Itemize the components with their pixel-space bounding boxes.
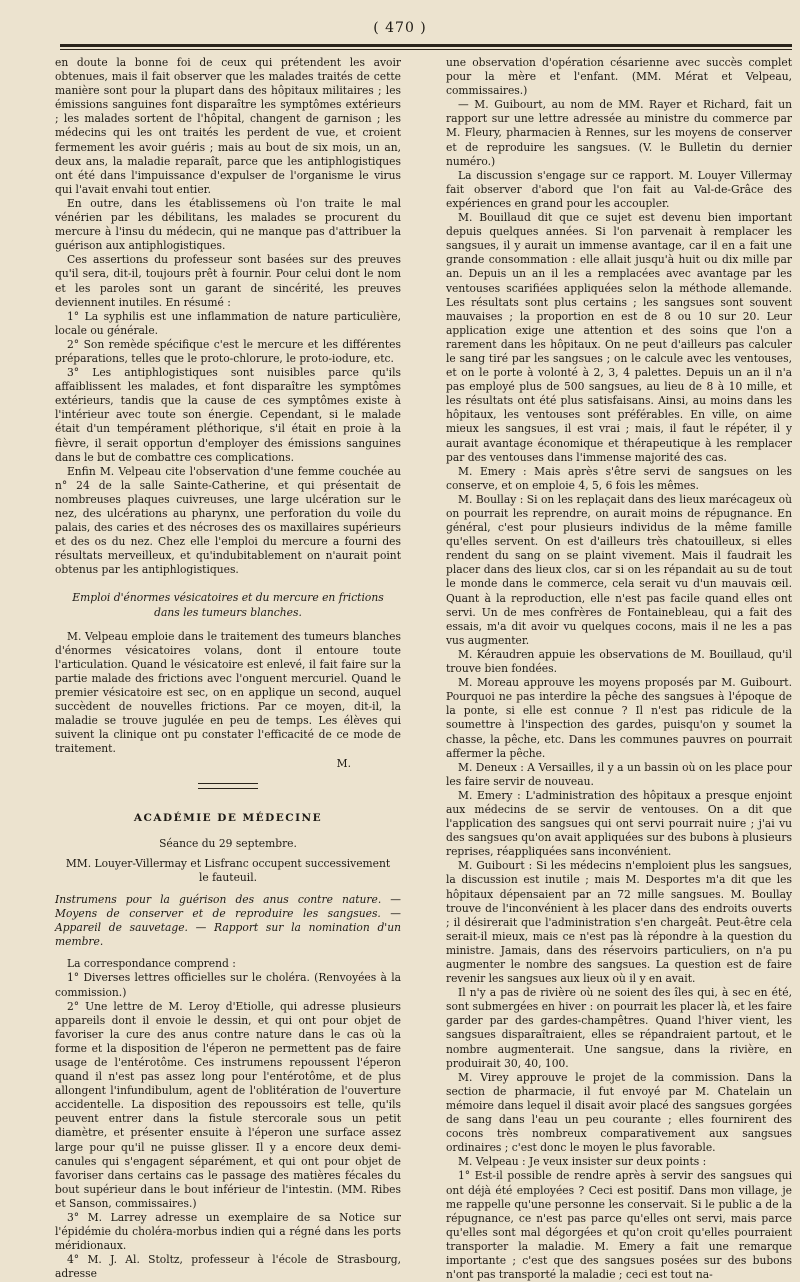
session-topics: Instrumens pour la guérison des anus contre nature. — Moyens de conserver et de reproduire les sangsues. — Appareil de sauvetage. — Rapport sur la nomination d'un membre. <box>55 892 401 949</box>
section-divider <box>198 783 258 789</box>
paragraph: Il n'y a pas de rivière où ne soient des îles qui, à sec en été, sont submergées en hiver : on pourrait les placer là, et les faire garder par des gardes-champêtres. Quand l'hiver vient, les sangsues disparaîtraient, elles se répandraient partout, et le nombre augmenterait. Une sangsue, dans la rivière, en produirait 30, 40, 100. <box>446 986 792 1070</box>
paragraph: M. Virey approuve le projet de la commission. Dans la section de pharmacie, il fut envoyé par M. Chatelain un mémoire dans lequel il disait avoir placé des sangsues gorgées de sang dans l'eau un peu courante ; elles fournirent des cocons très nombreux comparativement aux sangsues ordinaires ; c'est donc le moyen le plus favorable. <box>446 1070 792 1155</box>
paragraph: M. Velpeau : Je veux insister sur deux points : <box>458 1155 707 1169</box>
list-item: 1° La syphilis est une inflammation de nature particulière, locale ou générale. <box>55 309 401 337</box>
page-number: ( 470 ) <box>373 20 427 36</box>
paragraph: M. Guibourt : Si les médecins n'emploient plus les sangsues, la discussion est inutile ; mais M. Desportes m'a dit que les hôpitaux dépensaient par an 72 mille sangsues. M. Boullay trouve de l'inconvénient à les placer dans des endroits ouverts ; il désirerait que l'administration s'en chargeât. Peut-être cela serait-il mieux, mais ce n'est pas là répondre à la question du ministre. Jamais, dans des réservoirs particuliers, on n'a pu augmenter le nombre des sangsues. La question est de faire revenir les sangsues aux lieux où il y en avait. <box>446 859 792 986</box>
paragraph: M. Emery : Mais après s'être servi de sangsues on les conserve, et on emploie 4, 5, 6 fois les mêmes. <box>446 464 792 492</box>
list-item: 4° M. J. Al. Stoltz, professeur à l'école de Strasbourg, adresse <box>55 1253 401 1281</box>
paragraph: La correspondance comprend : <box>67 957 236 971</box>
section-heading: ACADÉMIE DE MÉDECINE <box>133 811 323 824</box>
paragraph: Enfin M. Velpeau cite l'observation d'une femme couchée au n° 24 de la salle Sainte-Catherine, et qui présentait de nombreuses plaques cuivreuses, une large ulcération sur le nez, des ulcérations au pharynx, une perforation du voile du palais, des caries et des nécroses des os maxillaires supérieurs et des os du nez. Chez elle l'emploi du mercure a fourni des résultats merveilleux, et qu'indubitablement on n'aurait point obtenus par les antiphlogistiques. <box>55 464 401 577</box>
paragraph: M. Emery : L'administration des hôpitaux a presque enjoint aux médecins de se servir de ventouses. On a dit que l'application des sangsues qui ont servi pourrait nuire ; j'ai vu des sangsues qu'on avait appliquées sur des bubons à plusieurs reprises, réappliquées sans inconvénient. <box>446 788 792 859</box>
paragraph: M. Moreau approuve les moyens proposés par M. Guibourt. Pourquoi ne pas interdire la pêche des sangsues à l'époque de la ponte, si elle est connue ? Il n'est pas ridicule de la soumettre à l'inspection des gardes, puisqu'on y soumet la chasse, la pêche, etc. Dans les communes pauvres on pourrait affermer la pêche. <box>446 676 792 760</box>
list-item: 1° Diverses lettres officielles sur le choléra. (Renvoyées à la commission.) <box>55 971 401 999</box>
left-column <box>55 56 401 1281</box>
paragraph: M. Velpeau emploie dans le traitement des tumeurs blanches d'énormes vésicatoires volans, dont il entoure toute l'articulation. Quand le vésicatoire est enlevé, il fait faire sur la partie malade des frictions avec l'onguent mercuriel. Quand le premier vésicatoire est sec, on en applique un second, auquel succèdent de nouvelles frictions. Par ce moyen, dit-il, la maladie se trouve jugulée en peu de temps. Les élèves qui suivent la clinique ont pu constater l'efficacité de ce mode de traitement. <box>55 629 401 756</box>
paragraph: La discussion s'engage sur ce rapport. M. Louyer Villermay fait observer d'abord que l'on fait au Val-de-Grâce des expériences en grand pour les accoupler. <box>446 168 792 210</box>
paragraph: M. Deneux : A Versailles, il y a un bassin où on les place pour les faire servir de nouveau. <box>446 760 792 788</box>
right-column <box>446 56 792 1282</box>
section-subtitle: Emploi d'énormes vésicatoires et du mercure en frictions dans les tumeurs blanches. <box>72 591 384 619</box>
session-date: Séance du 29 septembre. <box>159 836 297 850</box>
list-item: 3° M. Larrey adresse un exemplaire de sa Notice sur l'épidémie du choléra-morbus indien qui a régné dans les ports méridionaux. <box>55 1211 401 1253</box>
presidency-line: MM. Louyer-Villermay et Lisfranc occupent successivement le fauteuil. <box>65 856 391 884</box>
list-item: 3° Les antiphlogistiques sont nuisibles parce qu'ils affaiblissent les malades, et font disparaître les symptômes extérieurs, tandis que la cause de ces symptômes existe à l'intérieur avec toute son énergie. Cependant, si le malade était d'un tempérament pléthorique, s'il était en proie à la fièvre, il serait opportun d'employer des émissions sanguines dans le but de combattre ces complications. <box>55 366 401 464</box>
paragraph: M. Boullay : Si on les replaçait dans des lieux marécageux où on pourrait les reprendre, on aurait moins de répugnance. En général, c'est pour plusieurs individus de la même famille qu'elles servent. On est d'ailleurs très chatouilleux, si elles rendent du sang on se plaint vivement. Mais il faudrait les placer dans des lieux clos, car si on les répandait au su de tout le monde dans le commerce, cela serait vu d'un mauvais œil. Quant à la reproduction, elle n'est pas facile quand elles ont servi. Un de mes confrères de Fontainebleau, qui a fait des essais, m'a dit avoir vu quelques cocons, mais il ne les a pas vus augmenter. <box>446 492 792 647</box>
list-item: 2° Une lettre de M. Leroy d'Etiolle, qui adresse plusieurs appareils dont il envoie le dessin, et qui ont pour objet de favoriser la cure des anus contre nature dans le cas où la forme et la disposition de l'éperon ne permettent pas de faire usage de l'entérotôme. Ces instrumens repoussent l'éperon quand il n'est pas assez long pour l'entérotôme, et de plus allongent l'infundibulum, agent de l'oblitération de l'ouverture accidentelle. La disposition des repoussoirs est telle, qu'ils peuvent entrer dans la fistule stercorale sous un petit diamètre, et présenter ensuite à l'éperon une surface assez large pour qu'il ne puisse glisser. Il y a encore deux demi-canules qui s'engagent séparément, et qui ont pour objet de favoriser dans certains cas le passage des matières fécales du bout supérieur dans le bout inférieur de l'intestin. (MM. Ribes et Sanson, commissaires.) <box>55 999 401 1210</box>
paragraph: une observation d'opération césarienne avec succès complet pour la mère et l'enfant. (MM. Mérat et Velpeau, commissaires.) <box>446 56 792 98</box>
paragraph: Ces assertions du professeur sont basées sur des preuves qu'il sera, dit-il, toujours prêt à fournir. Pour celui dont le nom et les paroles sont un garant de sincérité, les preuves deviennent inutiles. En résumé : <box>55 253 401 309</box>
paragraph: M. Bouillaud dit que ce sujet est devenu bien important depuis quelques années. Si l'on parvenait à remplacer les sangsues, il y aurait un immense avantage, car il en a fait une grande consommation : elle allait jusqu'à huit ou dix mille par an. Depuis un an il les a remplacées avec avantage par les ventouses scarifiées appliquées selon la méthode allemande. Les résultats sont plus certains ; les sangsues sont souvent mauvaises ; la proportion en est de 8 ou 10 sur 20. Leur application exige une attention et des soins que l'on a rarement dans les hôpitaux. On ne peut d'ailleurs pas calculer le sang tiré par les sangsues ; on le calcule avec les ventouses, et on le porte à volonté à 2, 3, 4 palettes. Depuis un an il n'a pas employé plus de 500 sangsues, au lieu de 8 à 10 mille, et les résultats ont été plus satisfaisans. Ainsi, au moins dans les hôpitaux, les ventouses sont préférables. En ville, on aime mieux les sangsues, il est vrai ; mais, il faut le répéter, il y aurait avantage économique et thérapeutique à les remplacer par des ventouses dans l'immense majorité des cas. <box>446 211 792 464</box>
paragraph: 1° Est-il possible de rendre après à servir des sangsues qui ont déjà été employées ? Ceci est positif. Dans mon village, je me rappelle qu'une personne les conservait. Si le public a de la répugnance, ce n'est pas parce qu'elles ont servi, mais parce qu'elles sont mal dégorgées et qu'on croit qu'elles pourraient transporter la maladie. M. Emery a fait une remarque importante ; c'est que des sangsues posées sur des bubons n'ont pas transporté la maladie ; ceci est tout na- <box>446 1169 792 1282</box>
paragraph: M. Kéraudren appuie les observations de M. Bouillaud, qu'il trouve bien fondées. <box>446 647 792 676</box>
signature: M. <box>336 756 351 770</box>
paragraph: En outre, dans les établissemens où l'on traite le mal vénérien par les débilitans, les malades se procurent du mercure à l'insu du médecin, qui ne manque pas d'attribuer la guérison aux antiphlogistiques. <box>55 196 401 253</box>
list-item: 2° Son remède spécifique c'est le mercure et les différentes préparations, telles que le proto-chlorure, le proto-iodure, etc. <box>55 337 401 365</box>
paragraph: — M. Guibourt, au nom de MM. Rayer et Richard, fait un rapport sur une lettre adressée au ministre du commerce par M. Fleury, pharmacien à Rennes, sur les moyens de conserver et de reproduire les sangsues. (V. le Bulletin du dernier numéro.) <box>446 98 792 168</box>
header-rule <box>60 44 792 50</box>
paragraph: en doute la bonne foi de ceux qui prétendent les avoir obtenues, mais il fait observer que les malades traités de cette manière sont pour la plupart dans des hôpitaux militaires ; les émissions sanguines font disparaître les symptômes extérieurs ; les malades sortent de l'hôpital, changent de garnison ; les médecins qui les ont traités les perdent de vue, et croient fermement les avoir guéris ; mais au bout de six mois, un an, deux ans, la maladie reparaît, parce que les antiphlogistiques ont été dans l'impuissance d'expulser de l'organisme le virus qui l'avait envahi tout entier. <box>55 56 401 196</box>
